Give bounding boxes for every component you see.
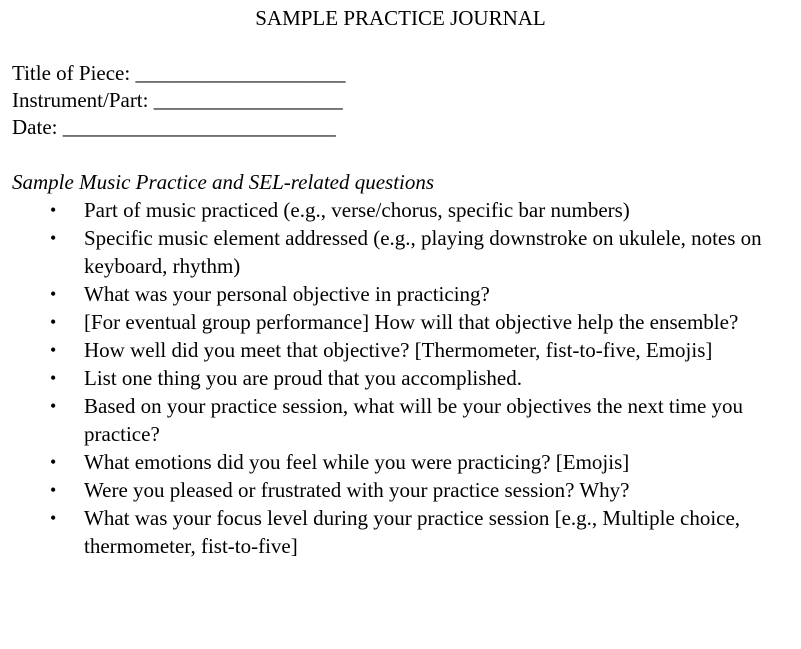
date-field: Date: __________________________ bbox=[12, 115, 336, 139]
list-item bbox=[0, 476, 801, 504]
list-item bbox=[0, 224, 801, 280]
list-item bbox=[0, 364, 801, 392]
list-item bbox=[0, 280, 801, 308]
question-text: How well did you meet that objective? [Thermometer, fist-to-five, Emojis] bbox=[84, 338, 713, 362]
page-title: SAMPLE PRACTICE JOURNAL bbox=[255, 6, 546, 30]
list-item bbox=[0, 448, 801, 476]
list-item bbox=[0, 308, 801, 336]
list-item bbox=[0, 504, 801, 560]
bullet-icon: • bbox=[50, 284, 57, 304]
questions-subheading: Sample Music Practice and SEL-related questions bbox=[12, 170, 435, 194]
instrument-part-field: Instrument/Part: __________________ bbox=[12, 88, 343, 112]
questions-list bbox=[0, 196, 801, 560]
list-item bbox=[0, 336, 801, 364]
question-text: [For eventual group performance] How will that objective help the ensemble? bbox=[84, 310, 739, 334]
question-text: Based on your practice session, what will be your objectives the next time you practice? bbox=[84, 394, 744, 446]
list-item bbox=[0, 392, 801, 448]
bullet-icon: • bbox=[50, 480, 57, 500]
list-item bbox=[0, 196, 801, 224]
question-text: List one thing you are proud that you accomplished. bbox=[84, 366, 522, 390]
question-text: Specific music element addressed (e.g., playing downstroke on ukulele, notes on keyboard, rhythm) bbox=[84, 226, 762, 278]
question-text: What was your focus level during your practice session [e.g., Multiple choice, thermometer, fist-to-five] bbox=[84, 506, 741, 558]
bullet-icon: • bbox=[50, 452, 57, 472]
question-text: What emotions did you feel while you were practicing? [Emojis] bbox=[84, 450, 630, 474]
bullet-icon: • bbox=[50, 368, 57, 388]
bullet-icon: • bbox=[50, 340, 57, 360]
journal-fields bbox=[12, 60, 345, 141]
bullet-icon: • bbox=[50, 396, 57, 416]
question-text: Part of music practiced (e.g., verse/chorus, specific bar numbers) bbox=[84, 198, 630, 222]
question-text: What was your personal objective in practicing? bbox=[84, 282, 490, 306]
bullet-icon: • bbox=[50, 228, 57, 248]
bullet-icon: • bbox=[50, 508, 57, 528]
bullet-icon: • bbox=[50, 200, 57, 220]
title-of-piece-field: Title of Piece: ____________________ bbox=[12, 61, 346, 85]
question-text: Were you pleased or frustrated with your practice session? Why? bbox=[84, 478, 630, 502]
bullet-icon: • bbox=[50, 312, 57, 332]
